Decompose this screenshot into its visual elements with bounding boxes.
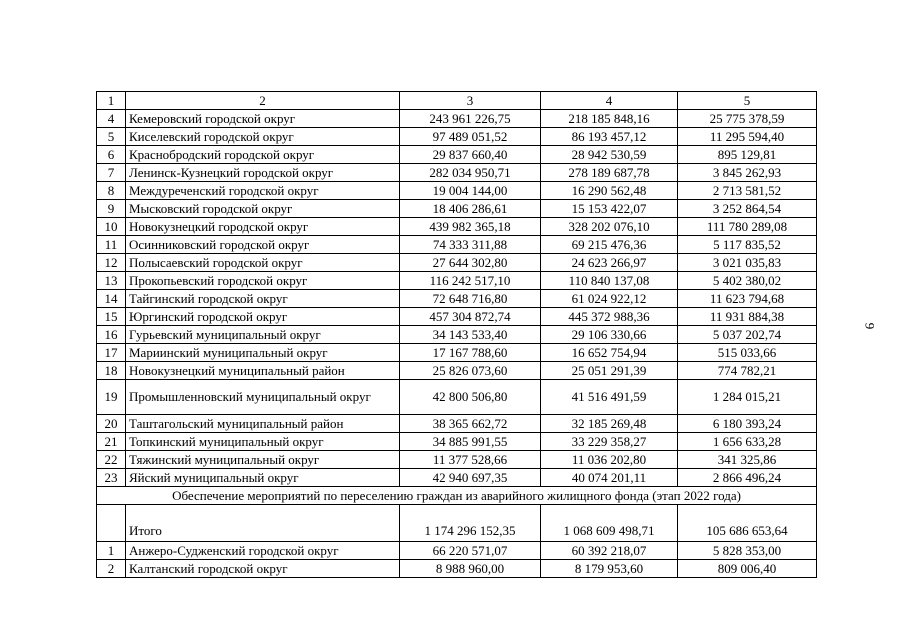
row-value-col4: 60 392 218,07 xyxy=(541,542,678,560)
row-value-col4: 278 189 687,78 xyxy=(541,164,678,182)
row-value-col3: 72 648 716,80 xyxy=(400,290,541,308)
row-value-col4: 8 179 953,60 xyxy=(541,560,678,578)
row-value-col3: 18 406 286,61 xyxy=(400,200,541,218)
row-value-col4: 328 202 076,10 xyxy=(541,218,678,236)
row-number: 16 xyxy=(97,326,126,344)
row-value-col5: 341 325,86 xyxy=(678,451,817,469)
total-value-col3: 1 174 296 152,35 xyxy=(400,505,541,542)
row-name: Прокопьевский городской округ xyxy=(126,272,400,290)
row-value-col5: 1 284 015,21 xyxy=(678,380,817,415)
table-row xyxy=(97,236,817,254)
row-value-col3: 34 885 991,55 xyxy=(400,433,541,451)
table-row xyxy=(97,164,817,182)
row-value-col5: 774 782,21 xyxy=(678,362,817,380)
row-number: 18 xyxy=(97,362,126,380)
table-row xyxy=(97,218,817,236)
row-value-col3: 116 242 517,10 xyxy=(400,272,541,290)
row-value-col3: 34 143 533,40 xyxy=(400,326,541,344)
header-row xyxy=(97,92,817,110)
row-name: Новокузнецкий муниципальный район xyxy=(126,362,400,380)
row-number: 20 xyxy=(97,415,126,433)
row-number: 17 xyxy=(97,344,126,362)
table-row xyxy=(97,344,817,362)
row-value-col3: 8 988 960,00 xyxy=(400,560,541,578)
row-value-col5: 11 623 794,68 xyxy=(678,290,817,308)
row-value-col5: 5 037 202,74 xyxy=(678,326,817,344)
row-value-col5: 809 006,40 xyxy=(678,560,817,578)
row-number: 8 xyxy=(97,182,126,200)
table-row xyxy=(97,415,817,433)
row-number: 21 xyxy=(97,433,126,451)
row-value-col5: 3 021 035,83 xyxy=(678,254,817,272)
section-title: Обеспечение мероприятий по переселению граждан из аварийного жилищного фонда (этап 2022 года) xyxy=(97,487,817,505)
table-row xyxy=(97,110,817,128)
row-name: Осинниковский городской округ xyxy=(126,236,400,254)
row-name: Гурьевский муниципальный округ xyxy=(126,326,400,344)
row-number: 11 xyxy=(97,236,126,254)
row-name: Кемеровский городской округ xyxy=(126,110,400,128)
table-row xyxy=(97,542,817,560)
row-value-col5: 5 402 380,02 xyxy=(678,272,817,290)
row-number: 13 xyxy=(97,272,126,290)
row-value-col5: 11 295 594,40 xyxy=(678,128,817,146)
row-value-col3: 29 837 660,40 xyxy=(400,146,541,164)
row-value-col4: 86 193 457,12 xyxy=(541,128,678,146)
data-table xyxy=(96,91,817,578)
table-row xyxy=(97,254,817,272)
table-row xyxy=(97,308,817,326)
row-value-col4: 445 372 988,36 xyxy=(541,308,678,326)
row-name: Киселевский городской округ xyxy=(126,128,400,146)
row-value-col3: 66 220 571,07 xyxy=(400,542,541,560)
row-name: Таштагольский муниципальный район xyxy=(126,415,400,433)
row-value-col4: 29 106 330,66 xyxy=(541,326,678,344)
row-value-col4: 15 153 422,07 xyxy=(541,200,678,218)
table-row xyxy=(97,362,817,380)
page-number: 9 xyxy=(862,322,878,330)
row-value-col3: 457 304 872,74 xyxy=(400,308,541,326)
row-number: 6 xyxy=(97,146,126,164)
row-name: Мариинский муниципальный округ xyxy=(126,344,400,362)
table-row xyxy=(97,433,817,451)
row-value-col5: 5 117 835,52 xyxy=(678,236,817,254)
row-value-col4: 16 652 754,94 xyxy=(541,344,678,362)
row-value-col4: 11 036 202,80 xyxy=(541,451,678,469)
table-row xyxy=(97,128,817,146)
row-name: Краснобродский городской округ xyxy=(126,146,400,164)
table-row xyxy=(97,451,817,469)
row-value-col5: 3 845 262,93 xyxy=(678,164,817,182)
row-number: 1 xyxy=(97,542,126,560)
row-value-col3: 42 800 506,80 xyxy=(400,380,541,415)
row-value-col4: 69 215 476,36 xyxy=(541,236,678,254)
row-name: Тяжинский муниципальный округ xyxy=(126,451,400,469)
row-value-col3: 38 365 662,72 xyxy=(400,415,541,433)
row-value-col4: 28 942 530,59 xyxy=(541,146,678,164)
row-value-col5: 515 033,66 xyxy=(678,344,817,362)
table-row xyxy=(97,272,817,290)
row-value-col4: 218 185 848,16 xyxy=(541,110,678,128)
row-value-col3: 97 489 051,52 xyxy=(400,128,541,146)
row-value-col3: 25 826 073,60 xyxy=(400,362,541,380)
row-number: 23 xyxy=(97,469,126,487)
row-value-col5: 25 775 378,59 xyxy=(678,110,817,128)
table-row xyxy=(97,326,817,344)
total-value-col5: 105 686 653,64 xyxy=(678,505,817,542)
row-value-col4: 110 840 137,08 xyxy=(541,272,678,290)
row-value-col5: 111 780 289,08 xyxy=(678,218,817,236)
row-value-col4: 25 051 291,39 xyxy=(541,362,678,380)
row-number: 12 xyxy=(97,254,126,272)
row-number: 4 xyxy=(97,110,126,128)
table-row xyxy=(97,469,817,487)
row-value-col3: 439 982 365,18 xyxy=(400,218,541,236)
row-name: Калтанский городской округ xyxy=(126,560,400,578)
row-name: Яйский муниципальный округ xyxy=(126,469,400,487)
row-value-col5: 11 931 884,38 xyxy=(678,308,817,326)
row-name: Топкинский муниципальный округ xyxy=(126,433,400,451)
row-value-col3: 243 961 226,75 xyxy=(400,110,541,128)
row-value-col5: 6 180 393,24 xyxy=(678,415,817,433)
total-row xyxy=(97,505,817,542)
total-value-col4: 1 068 609 498,71 xyxy=(541,505,678,542)
row-name: Промышленновский муниципальный округ xyxy=(126,380,400,415)
header-cell-1: 1 xyxy=(97,92,126,110)
row-value-col4: 32 185 269,48 xyxy=(541,415,678,433)
row-number: 15 xyxy=(97,308,126,326)
header-cell-5: 5 xyxy=(678,92,817,110)
header-cell-2: 2 xyxy=(126,92,400,110)
row-name: Ленинск-Кузнецкий городской округ xyxy=(126,164,400,182)
row-value-col4: 61 024 922,12 xyxy=(541,290,678,308)
total-number xyxy=(97,505,126,542)
row-name: Тайгинский городской округ xyxy=(126,290,400,308)
row-value-col5: 5 828 353,00 xyxy=(678,542,817,560)
row-name: Новокузнецкий городской округ xyxy=(126,218,400,236)
table-row xyxy=(97,290,817,308)
row-value-col4: 16 290 562,48 xyxy=(541,182,678,200)
row-number: 5 xyxy=(97,128,126,146)
row-name: Мысковский городской округ xyxy=(126,200,400,218)
row-value-col4: 41 516 491,59 xyxy=(541,380,678,415)
row-value-col3: 11 377 528,66 xyxy=(400,451,541,469)
row-number: 9 xyxy=(97,200,126,218)
header-cell-3: 3 xyxy=(400,92,541,110)
row-number: 22 xyxy=(97,451,126,469)
row-value-col5: 895 129,81 xyxy=(678,146,817,164)
table-row xyxy=(97,182,817,200)
row-name: Юргинский городской округ xyxy=(126,308,400,326)
row-value-col3: 17 167 788,60 xyxy=(400,344,541,362)
table-row xyxy=(97,560,817,578)
row-number: 19 xyxy=(97,380,126,415)
row-value-col4: 40 074 201,11 xyxy=(541,469,678,487)
row-number: 10 xyxy=(97,218,126,236)
table-row xyxy=(97,146,817,164)
row-value-col5: 1 656 633,28 xyxy=(678,433,817,451)
row-name: Полысаевский городской округ xyxy=(126,254,400,272)
row-name: Междуреченский городской округ xyxy=(126,182,400,200)
row-value-col5: 2 866 496,24 xyxy=(678,469,817,487)
row-number: 7 xyxy=(97,164,126,182)
row-value-col3: 27 644 302,80 xyxy=(400,254,541,272)
row-value-col3: 42 940 697,35 xyxy=(400,469,541,487)
row-value-col3: 282 034 950,71 xyxy=(400,164,541,182)
row-value-col4: 24 623 266,97 xyxy=(541,254,678,272)
row-number: 2 xyxy=(97,560,126,578)
table-row xyxy=(97,200,817,218)
row-name: Анжеро-Судженский городской округ xyxy=(126,542,400,560)
table-row xyxy=(97,380,817,415)
total-label: Итого xyxy=(126,505,400,542)
row-value-col3: 74 333 311,88 xyxy=(400,236,541,254)
row-value-col5: 2 713 581,52 xyxy=(678,182,817,200)
row-value-col4: 33 229 358,27 xyxy=(541,433,678,451)
header-cell-4: 4 xyxy=(541,92,678,110)
row-value-col3: 19 004 144,00 xyxy=(400,182,541,200)
row-number: 14 xyxy=(97,290,126,308)
section-row xyxy=(97,487,817,505)
row-value-col5: 3 252 864,54 xyxy=(678,200,817,218)
